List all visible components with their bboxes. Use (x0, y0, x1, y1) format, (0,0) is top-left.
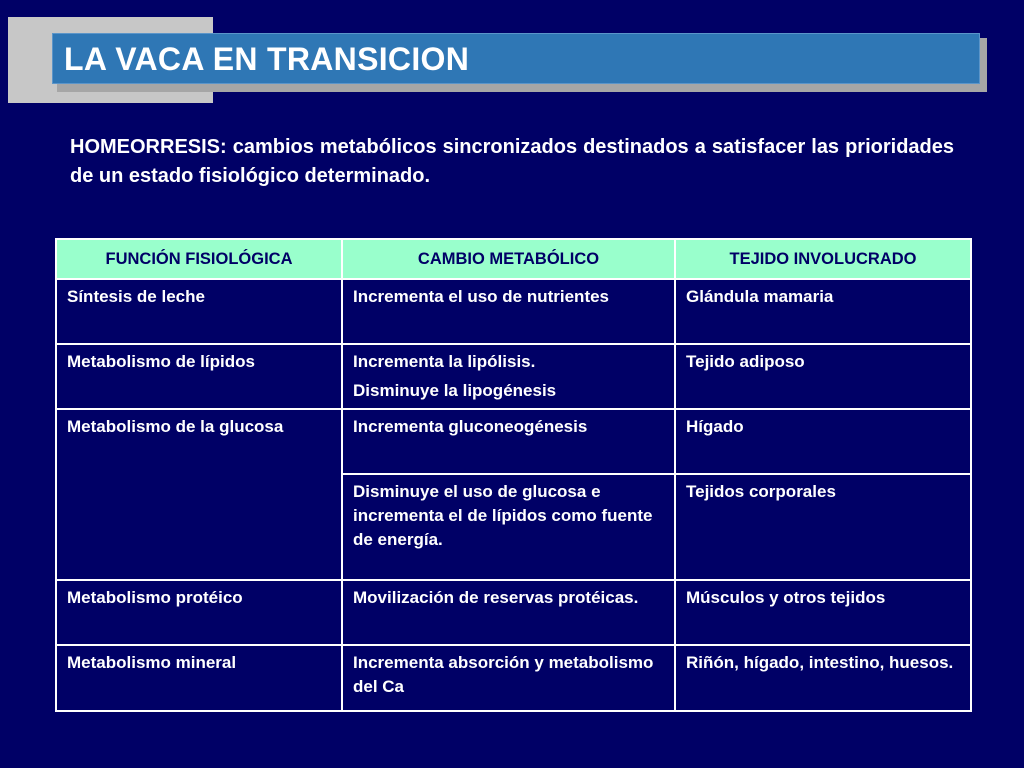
cell-function: Metabolismo protéico (56, 580, 342, 645)
cell-tissue: Tejidos corporales (675, 474, 971, 580)
cell-tissue: Tejido adiposo (675, 344, 971, 409)
cell-change (342, 344, 675, 409)
cell-change (342, 474, 675, 580)
slide-title: LA VACA EN TRANSICION (64, 41, 470, 77)
cell-function: Síntesis de leche (56, 279, 342, 344)
physiology-table (55, 238, 972, 712)
header-change: CAMBIO METABÓLICO (342, 239, 675, 279)
table-row (56, 645, 971, 711)
change-line: Incrementa absorción y metabolismo del Ca (353, 653, 654, 696)
cell-change (342, 409, 675, 474)
change-line: Incrementa el uso de nutrientes (353, 287, 610, 306)
table-header-row (56, 239, 971, 279)
cell-tissue: Riñón, hígado, intestino, huesos. (675, 645, 971, 711)
homeorresis-definition: HOMEORRESIS: cambios metabólicos sincronizados destinados a satisfacer las prioridades de un estado fisiológico determinado. (70, 136, 954, 187)
change-line: Movilización de reservas protéicas. (353, 588, 639, 607)
title-bar (52, 33, 980, 84)
table-row (56, 279, 971, 344)
cell-function: Metabolismo de la glucosa (56, 409, 342, 580)
cell-function: Metabolismo mineral (56, 645, 342, 711)
cell-change (342, 279, 675, 344)
table-row (56, 344, 971, 409)
change-line: Disminuye la lipogénesis (353, 381, 557, 400)
change-line: Disminuye el uso de glucosa e incrementa el de lípidos como fuente de energía. (353, 482, 653, 549)
change-line: Incrementa la lipólisis. (353, 352, 536, 371)
cell-change (342, 645, 675, 711)
header-function: FUNCIÓN FISIOLÓGICA (56, 239, 342, 279)
table-row (56, 580, 971, 645)
table-row (56, 409, 971, 474)
cell-tissue: Glándula mamaria (675, 279, 971, 344)
cell-function: Metabolismo de lípidos (56, 344, 342, 409)
cell-tissue: Músculos y otros tejidos (675, 580, 971, 645)
change-line: Incrementa gluconeogénesis (353, 417, 588, 436)
cell-change (342, 580, 675, 645)
cell-tissue: Hígado (675, 409, 971, 474)
header-tissue: TEJIDO INVOLUCRADO (675, 239, 971, 279)
